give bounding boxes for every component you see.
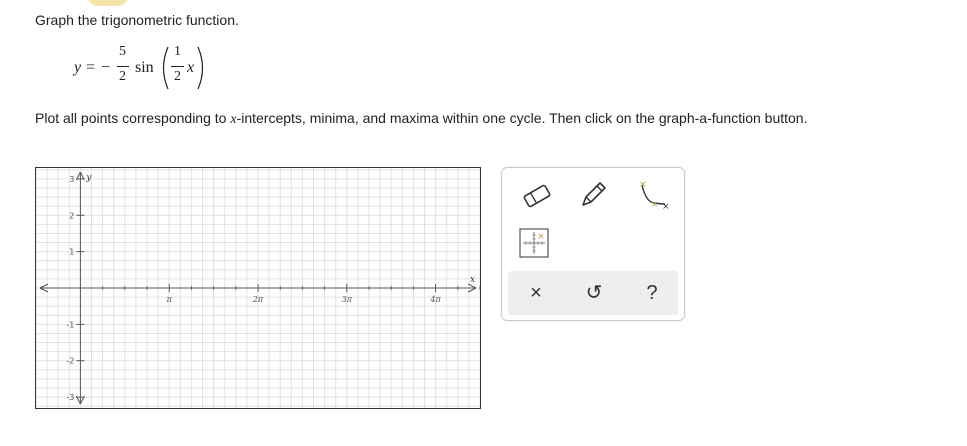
svg-text:×: × <box>639 180 647 190</box>
eraser-icon[interactable] <box>520 182 554 210</box>
x-tick-label: 3π <box>341 295 352 304</box>
function-name: sin <box>135 59 154 76</box>
equation-lhs: y <box>74 59 82 76</box>
graph-function-icon[interactable] <box>519 228 549 258</box>
sine-curve-icon[interactable] <box>636 178 670 212</box>
collapse-tab[interactable] <box>88 0 128 6</box>
y-tick-label: -1 <box>66 320 75 330</box>
x-axis-label: x <box>470 275 476 285</box>
action-bar <box>508 271 678 315</box>
coefficient-numerator: 5 <box>119 44 126 59</box>
svg-text:×: × <box>662 202 670 212</box>
equation-equals: = <box>86 59 96 76</box>
inner-numerator: 1 <box>174 44 181 59</box>
clear-button[interactable]: × <box>530 282 542 304</box>
graph-canvas[interactable] <box>35 167 481 409</box>
instruction-body <box>35 110 807 128</box>
y-tick-label: 2 <box>69 211 75 221</box>
inner-variable: x <box>187 59 195 76</box>
svg-text:×: × <box>537 232 545 242</box>
help-button[interactable]: ? <box>646 282 658 304</box>
y-tick-label: 1 <box>69 247 75 257</box>
inner-bar <box>171 66 184 67</box>
x-tick-label: 4π <box>430 295 441 304</box>
svg-text:×: × <box>651 200 659 210</box>
y-tick-label: -2 <box>66 356 75 366</box>
coefficient-denominator: 2 <box>119 69 126 84</box>
left-paren <box>158 46 170 90</box>
instruction-variable: x <box>230 112 237 127</box>
coefficient-bar <box>117 66 129 67</box>
y-tick-label: 3 <box>69 174 75 184</box>
right-paren <box>196 46 208 90</box>
y-tick-label: -3 <box>66 393 75 403</box>
y-axis-label: y <box>86 173 92 183</box>
pencil-icon[interactable] <box>578 178 610 210</box>
inner-denominator: 2 <box>174 69 181 84</box>
tool-panel <box>501 167 685 321</box>
instruction-part-1: Plot all points corresponding to <box>35 110 231 126</box>
equation-minus: − <box>101 59 111 76</box>
instruction-part-2: -intercepts, minima, and maxima within one cycle. Then click on the graph-a-function button. <box>236 110 808 126</box>
x-tick-label: 2π <box>252 295 264 304</box>
instruction-title: Graph the trigonometric function. <box>35 12 239 28</box>
x-tick-label: π <box>166 295 172 304</box>
graph-svg[interactable] <box>36 168 480 408</box>
undo-button[interactable]: ↺ <box>585 282 603 304</box>
